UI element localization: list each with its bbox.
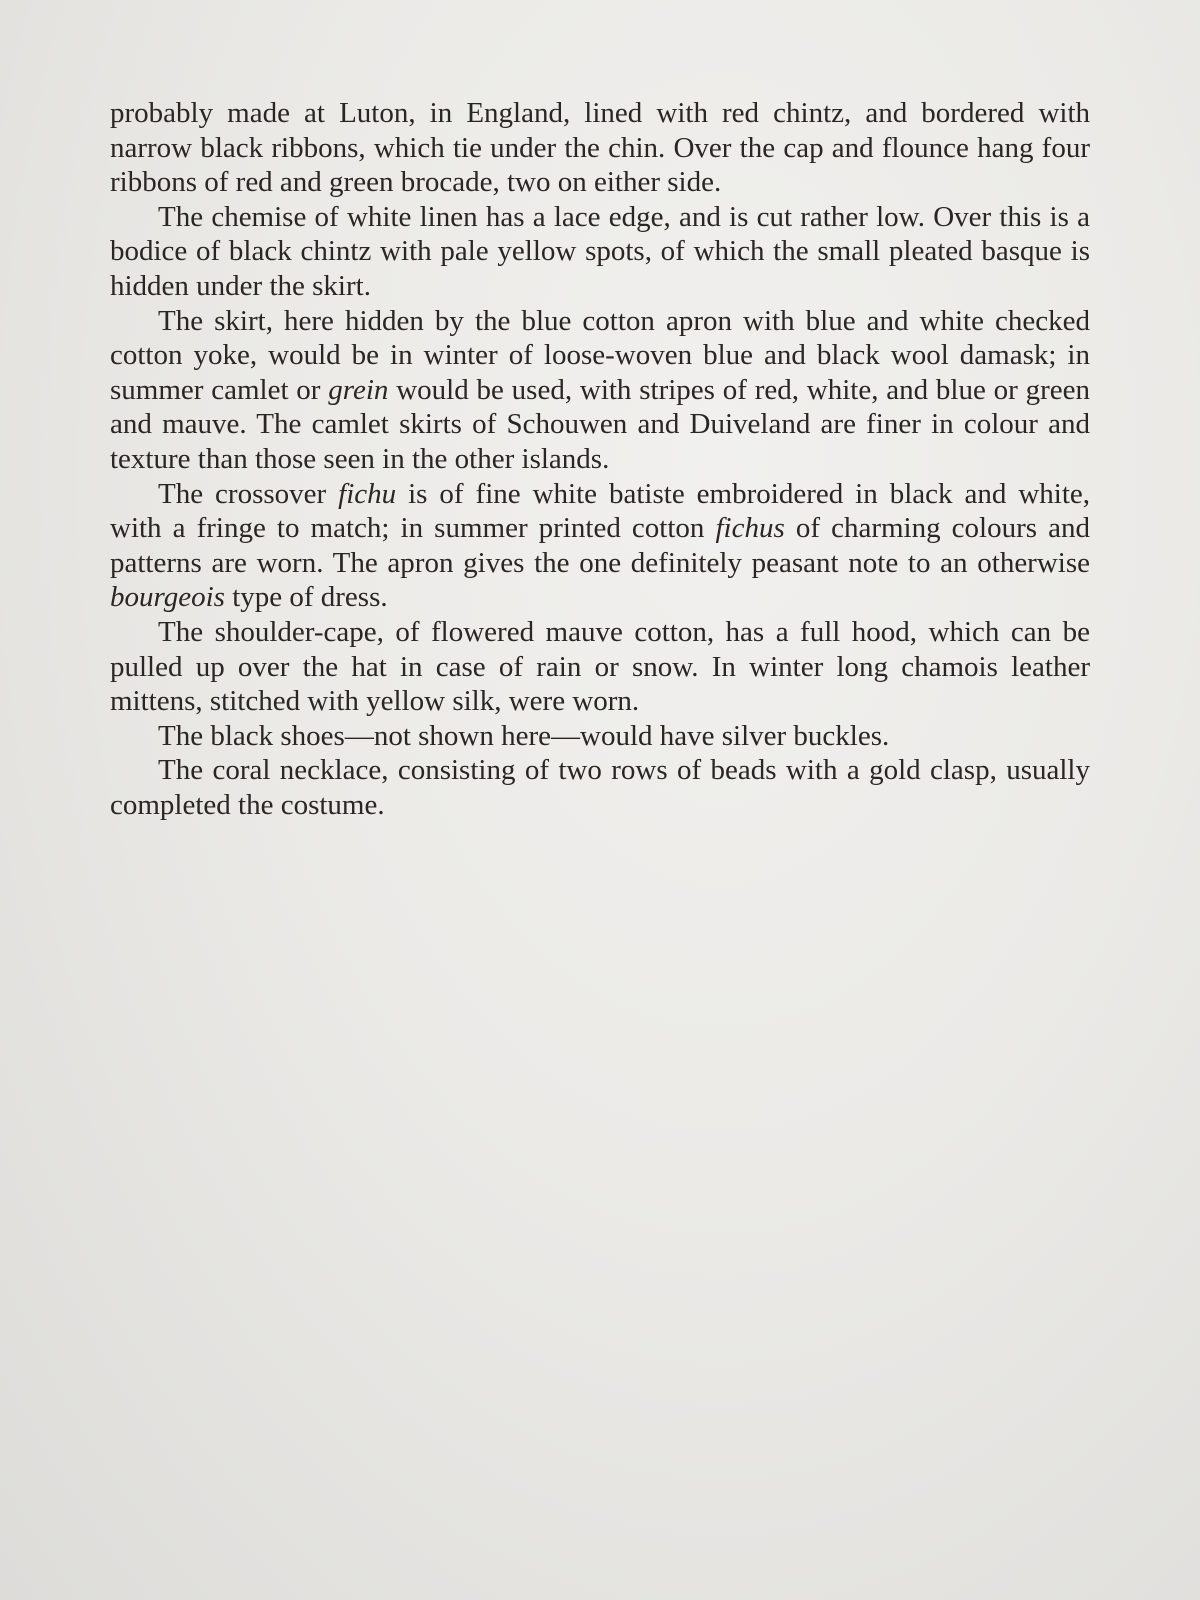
text-run: of charming colours and patterns are worn. The apron gives the one definitely peasant note to an otherwise bbox=[110, 512, 1090, 579]
text-run: The crossover bbox=[158, 477, 339, 510]
paragraph bbox=[110, 304, 1090, 477]
text-run: probably made at Luton, in England, lined with red chintz, and bordered with narrow black ribbons, which tie under the chin. Over the cap and flounce hang four ribbons of red and green brocade, two on either side. bbox=[110, 97, 1090, 199]
italic-term: bourgeois bbox=[110, 581, 225, 614]
text-run: type of dress. bbox=[224, 581, 388, 614]
paragraph bbox=[110, 615, 1090, 719]
body-text bbox=[110, 96, 1090, 822]
italic-term: fichus bbox=[715, 512, 785, 545]
text-run: The coral necklace, consisting of two rows of beads with a gold clasp, usually completed the costume. bbox=[110, 754, 1090, 821]
text-run: is of fine white batiste embroidered in black and white, with a fringe to match; in summer printed cotton bbox=[110, 477, 1090, 545]
text-run: would be used, with stripes of red, white, and blue or green and mauve. The camlet skirts of Schouwen and Duiveland are finer in colour and texture than those seen in the other islands. bbox=[110, 373, 1090, 475]
text-run: The black shoes—not shown here—would have silver buckles. bbox=[158, 719, 890, 752]
paragraph bbox=[110, 719, 1090, 754]
text-run: The shoulder-cape, of flowered mauve cotton, has a full hood, which can be pulled up over the hat in case of rain or snow. In winter long chamois leather mittens, stitched with yellow silk, were worn. bbox=[110, 615, 1090, 718]
text-run: The skirt, here hidden by the blue cotton apron with blue and white checked cotton yoke, would be in winter of loose-woven blue and black wool damask; in summer camlet or bbox=[110, 304, 1090, 406]
paragraph bbox=[110, 753, 1090, 822]
text-run: The chemise of white linen has a lace edge, and is cut rather low. Over this is a bodice of black chintz with pale yellow spots, of which the small pleated basque is hidden under the skirt. bbox=[110, 200, 1090, 302]
italic-term: fichu bbox=[338, 477, 397, 510]
italic-term: grein bbox=[328, 373, 389, 406]
paragraph bbox=[110, 200, 1090, 304]
paragraph bbox=[110, 96, 1090, 200]
paragraph bbox=[110, 477, 1090, 615]
